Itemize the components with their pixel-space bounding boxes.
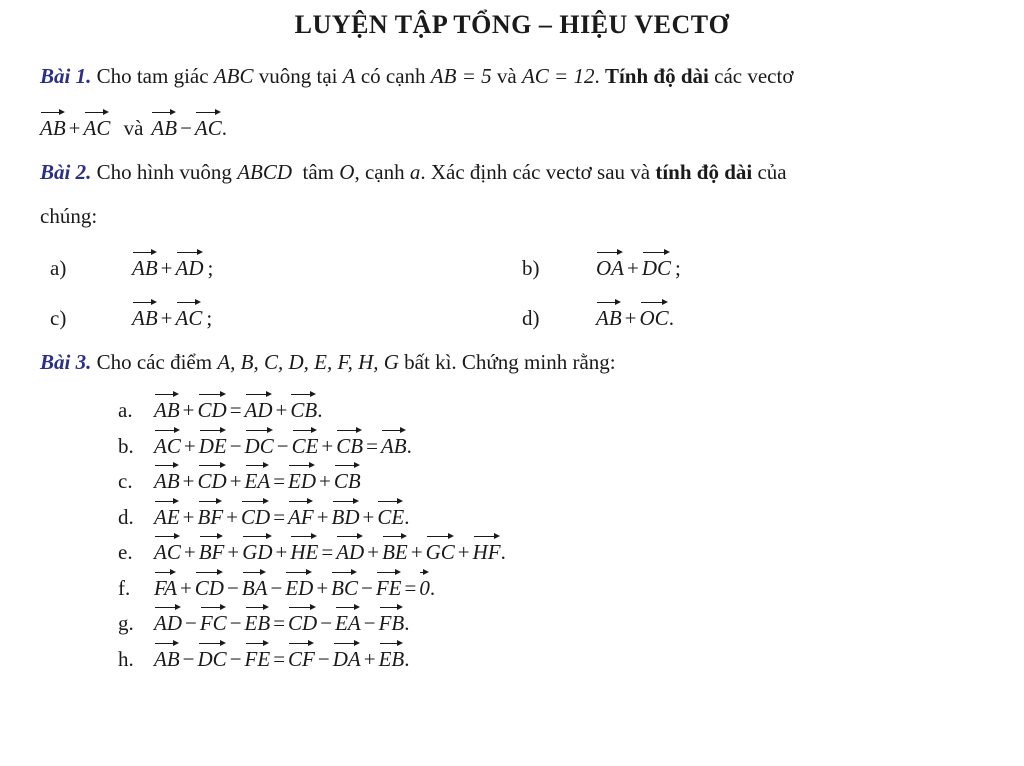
vector: DC [245, 428, 274, 460]
vector: CD [198, 463, 227, 495]
operator: + [363, 646, 376, 671]
vector: AB [132, 250, 158, 282]
operator: = [273, 504, 286, 529]
vector: AD [245, 392, 273, 424]
operator: − [276, 433, 289, 458]
vector: HE [290, 534, 318, 566]
operator: + [410, 540, 423, 564]
bai1-line2 [40, 110, 227, 142]
item-end: ; [206, 306, 213, 330]
vector: AD [336, 534, 364, 566]
vector: BF [198, 499, 224, 531]
vector: AB [381, 428, 407, 460]
operator: = [366, 433, 378, 458]
bai2-text4: . Xác định các vectơ sau và [420, 160, 651, 184]
operator: − [229, 646, 242, 671]
operator: + [182, 398, 195, 422]
vector: OA [596, 250, 624, 282]
operator: − [320, 611, 333, 635]
vector: CE [292, 428, 319, 460]
vector: EB [245, 605, 271, 637]
item-label: c. [118, 469, 133, 493]
bai1-text1: Cho tam giác [96, 64, 209, 88]
operator: − [317, 646, 330, 671]
bai1-point: A [342, 64, 356, 88]
bai1-text5: . [594, 64, 600, 88]
operator: + [362, 504, 375, 529]
vector: FA [154, 570, 177, 602]
bai2-item-b [522, 250, 681, 282]
bai3-text2: bất kì. Chứng minh rằng: [404, 350, 616, 374]
operator: + [227, 540, 240, 564]
operator: − [361, 575, 373, 600]
vector: ED [288, 463, 316, 495]
bai1-triangle: ABC [213, 64, 254, 88]
vector: DC [198, 641, 227, 673]
vector: AC [176, 300, 203, 332]
bai1-label: Bài 1. [40, 64, 92, 88]
operator: − [182, 646, 195, 671]
bai2-line1 [40, 158, 787, 186]
vector: AF [288, 499, 314, 531]
vector: ED [285, 570, 313, 602]
item-label: c) [50, 306, 67, 330]
vector: AC [154, 534, 181, 566]
bai2-text7: chúng: [40, 204, 98, 228]
operator: + [182, 504, 195, 529]
operator: − [185, 611, 197, 635]
operator: + [624, 306, 637, 330]
vector: AE [154, 499, 180, 531]
vector: AB [132, 300, 158, 332]
operator: + [275, 398, 288, 422]
vector: CF [288, 641, 315, 673]
vector: GD [242, 534, 272, 566]
item-label: a) [50, 256, 67, 280]
bai3-text1: Cho các điểm [96, 350, 213, 374]
operator: = [273, 469, 286, 493]
operator: + [275, 540, 288, 564]
operator: = [273, 646, 286, 671]
operator: + [182, 469, 195, 493]
item-end: . [406, 433, 412, 458]
vector: CD [198, 392, 227, 424]
vector: OC [640, 300, 669, 332]
bai2-item-c [50, 300, 212, 332]
vector: DA [333, 641, 361, 673]
vector: AC [154, 428, 181, 460]
operator: = [404, 575, 417, 600]
vector: AB [40, 110, 66, 142]
operator: + [627, 256, 639, 280]
operator: + [316, 575, 329, 600]
bai2-text6: của [757, 160, 787, 184]
bai3-item [118, 570, 435, 602]
vector: AB [596, 300, 622, 332]
operator: − [229, 433, 242, 458]
bai3-item [118, 534, 506, 566]
bai1-bold-text: Tính độ dài [604, 64, 709, 88]
bai1-line1 [40, 62, 793, 90]
bai1-text2: vuông tại [258, 64, 338, 88]
bai3-item [118, 641, 409, 673]
bai3-item [118, 392, 322, 424]
vector: EA [245, 463, 271, 495]
item-end: . [404, 504, 410, 529]
vector: BA [242, 570, 268, 602]
vector: CB [290, 392, 317, 424]
vector: BD [332, 499, 360, 531]
vector: CD [241, 499, 270, 531]
item-label: f. [118, 575, 131, 600]
bai3-line1 [40, 348, 616, 376]
vector: 0 [419, 570, 430, 602]
operator: + [226, 504, 238, 529]
vector: BE [382, 534, 408, 566]
bai2-line2 [40, 202, 97, 230]
item-end: . [404, 611, 410, 635]
operator: = [321, 540, 334, 564]
vector: FC [200, 605, 227, 637]
operator: + [68, 116, 81, 140]
vector: AB [154, 463, 180, 495]
bai2-text3: , cạnh [354, 160, 405, 184]
bai2-item-a [50, 250, 213, 282]
bai2-square: ABCD [237, 160, 293, 184]
vector: BF [199, 534, 225, 566]
operator: + [183, 540, 196, 564]
bai2-center: O [339, 160, 355, 184]
page-title: LUYỆN TẬP TỔNG – HIỆU VECTƠ [294, 10, 730, 39]
vector: AD [176, 250, 204, 282]
vector: AB [151, 110, 177, 142]
vector: AD [154, 605, 182, 637]
item-label: b. [118, 433, 134, 458]
operator: − [270, 575, 283, 600]
operator: + [319, 469, 331, 493]
item-end: . [317, 398, 323, 422]
operator: + [457, 540, 470, 564]
bai2-text1: Cho hình vuông [96, 160, 232, 184]
operator: + [179, 575, 192, 600]
bai2-bold-text: tính độ dài [655, 160, 753, 184]
vector: FB [379, 605, 405, 637]
operator: + [183, 433, 196, 458]
operator: − [229, 611, 242, 635]
operator: = [229, 398, 242, 422]
item-end: . [429, 575, 436, 600]
operator: = [273, 611, 286, 635]
vector: AB [154, 641, 180, 673]
item-end: . [668, 306, 674, 330]
vector: AC [195, 110, 222, 142]
bai1-text4: và [496, 64, 517, 88]
bai3-item [118, 605, 409, 637]
bai1-eq2: AC = 12 [521, 64, 595, 88]
vector: EA [335, 605, 361, 637]
bai2-side: a [409, 160, 421, 184]
item-label: d) [522, 306, 540, 330]
bai2-item-d [522, 300, 674, 332]
operator: + [321, 433, 334, 458]
vector: CD [288, 605, 317, 637]
item-label: b) [522, 256, 540, 280]
vector: GC [426, 534, 455, 566]
bai3-item [118, 499, 409, 531]
bai1-end: . [221, 116, 228, 140]
item-label: h. [118, 646, 134, 671]
operator: + [160, 306, 173, 330]
vector: AB [154, 392, 180, 424]
bai3-label: Bài 3. [40, 350, 92, 374]
bai3-item [118, 428, 412, 460]
operator: + [367, 540, 380, 564]
vector: CD [195, 570, 224, 602]
vector: BC [331, 570, 358, 602]
vector: AC [84, 110, 111, 142]
item-end: ; [207, 256, 214, 280]
operator: + [229, 469, 242, 493]
vector: DE [199, 428, 227, 460]
item-label: e. [118, 540, 133, 564]
vector: CB [336, 428, 363, 460]
item-end: . [500, 540, 506, 564]
operator: + [316, 504, 329, 529]
operator: − [226, 575, 239, 600]
vector: HF [473, 534, 501, 566]
vector: CE [377, 499, 404, 531]
item-label: g. [118, 611, 134, 635]
item-label: d. [118, 504, 134, 529]
vector: FE [245, 641, 271, 673]
bai3-points: A, B, C, D, E, F, H, G [217, 350, 399, 374]
vector: CB [334, 463, 361, 495]
item-end: . [404, 646, 410, 671]
bai2-label: Bài 2. [40, 160, 92, 184]
bai1-eq1: AB = 5 [430, 64, 492, 88]
item-end: ; [675, 256, 681, 280]
vector: FE [376, 570, 402, 602]
bai1-text3: có cạnh [360, 64, 426, 88]
operator: − [180, 116, 192, 140]
operator: + [160, 256, 173, 280]
vector: EB [379, 641, 405, 673]
bai1-text7: các vectơ [714, 64, 794, 88]
bai3-item [118, 463, 361, 495]
vector: DC [642, 250, 671, 282]
bai1-text8: và [123, 116, 144, 140]
bai2-text2: tâm [302, 160, 335, 184]
item-label: a. [118, 398, 133, 422]
operator: − [363, 611, 376, 635]
